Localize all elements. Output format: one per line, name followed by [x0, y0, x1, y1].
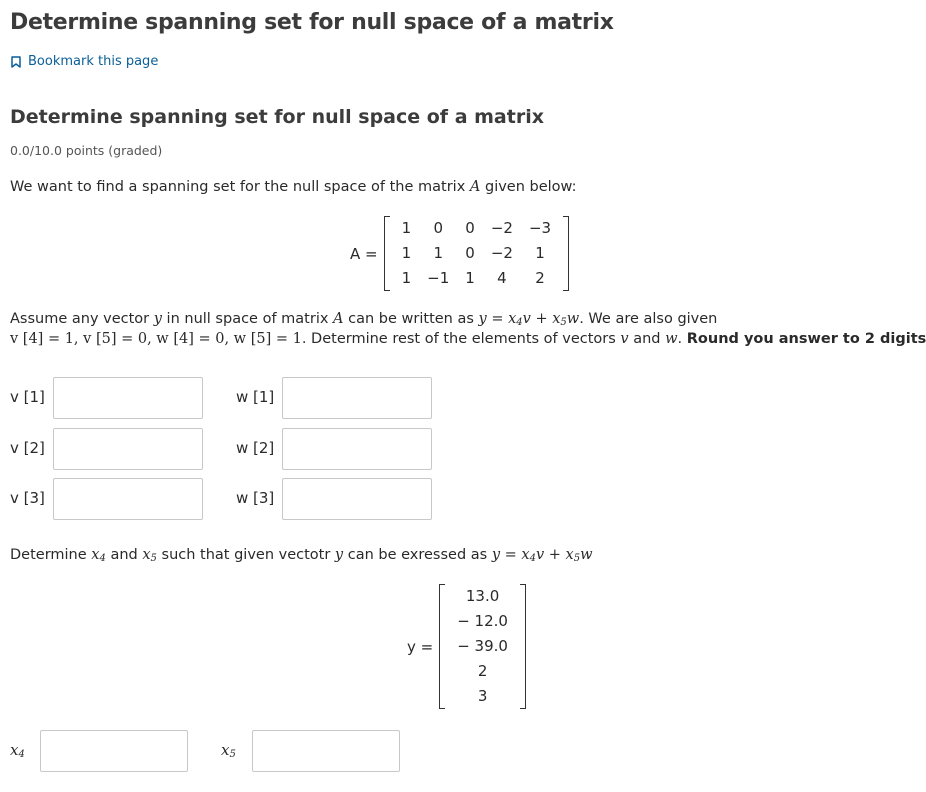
vector-cell: 13.0 — [465, 587, 500, 605]
w2-label: w [2] — [236, 439, 275, 457]
x4-input[interactable] — [40, 730, 188, 772]
matrix-cell: −2 — [490, 244, 513, 262]
page-title: Determine spanning set for null space of a matrix — [10, 10, 614, 35]
v2-label: v [2] — [10, 439, 45, 457]
assume-text-line2: v [4] = 1, v [5] = 0, w [4] = 0, w [5] = 1. Determine rest of the elements of vectors v and w. Round you answer to 2 digits — [10, 331, 926, 347]
matrix-a — [350, 216, 569, 291]
v1-input[interactable] — [53, 377, 203, 419]
matrix-cell: −3 — [528, 219, 552, 237]
x5-label: $x_5$ — [221, 741, 236, 760]
w3-label: w [3] — [236, 489, 275, 507]
matrix-cell: 0 — [465, 219, 475, 237]
matrix-a-label: A = — [350, 244, 378, 263]
w2-input[interactable] — [282, 428, 432, 470]
intro-text: We want to find a spanning set for the null space of the matrix A given below: — [10, 179, 577, 195]
x5-input[interactable] — [252, 730, 400, 772]
matrix-cell: 1 — [535, 244, 545, 262]
matrix-cell: 0 — [433, 219, 443, 237]
vector-y — [407, 584, 526, 709]
matrix-cell: −1 — [427, 269, 450, 287]
vector-cell: 3 — [477, 687, 488, 705]
vector-cell: − 39.0 — [457, 637, 508, 655]
x4-label: $x_4$ — [10, 741, 25, 760]
bookmark-label: Bookmark this page — [28, 54, 159, 69]
matrix-cell: 4 — [497, 269, 507, 287]
w1-label: w [1] — [236, 388, 275, 406]
problem-title: Determine spanning set for null space of a matrix — [10, 106, 544, 128]
matrix-cell: 1 — [401, 269, 412, 287]
rounding-instruction: Round you answer to 2 digits — [686, 331, 926, 347]
v2-input[interactable] — [53, 428, 203, 470]
assume-text-line1: Assume any vector y in null space of matrix A can be written as $y = x_4v + x_5w$. We are also given — [10, 311, 718, 328]
vector-cell: − 12.0 — [457, 612, 508, 630]
points-status: 0.0/10.0 points (graded) — [10, 143, 163, 158]
vector-y-brackets — [439, 584, 526, 709]
v3-label: v [3] — [10, 489, 45, 507]
bookmark-button[interactable] — [11, 54, 158, 69]
vector-cell: 2 — [477, 662, 488, 680]
matrix-cell: −2 — [490, 219, 513, 237]
vector-y-label: y = — [407, 637, 434, 656]
determine-text: Determine $x_4$ and $x_5$ such that given vectotr y can be exressed as $y = x_4v + x_5w$ — [10, 547, 593, 564]
matrix-cell: 2 — [535, 269, 545, 287]
w1-input[interactable] — [282, 377, 432, 419]
bookmark-icon — [11, 56, 21, 68]
matrix-cell: 0 — [465, 244, 475, 262]
matrix-a-table — [394, 216, 559, 291]
v3-input[interactable] — [53, 478, 203, 520]
matrix-cell: 1 — [465, 269, 475, 287]
v1-label: v [1] — [10, 388, 45, 406]
matrix-a-brackets — [384, 216, 569, 291]
vector-y-table — [449, 584, 516, 709]
matrix-cell: 1 — [401, 219, 412, 237]
w3-input[interactable] — [282, 478, 432, 520]
matrix-cell: 1 — [433, 244, 443, 262]
matrix-cell: 1 — [401, 244, 412, 262]
